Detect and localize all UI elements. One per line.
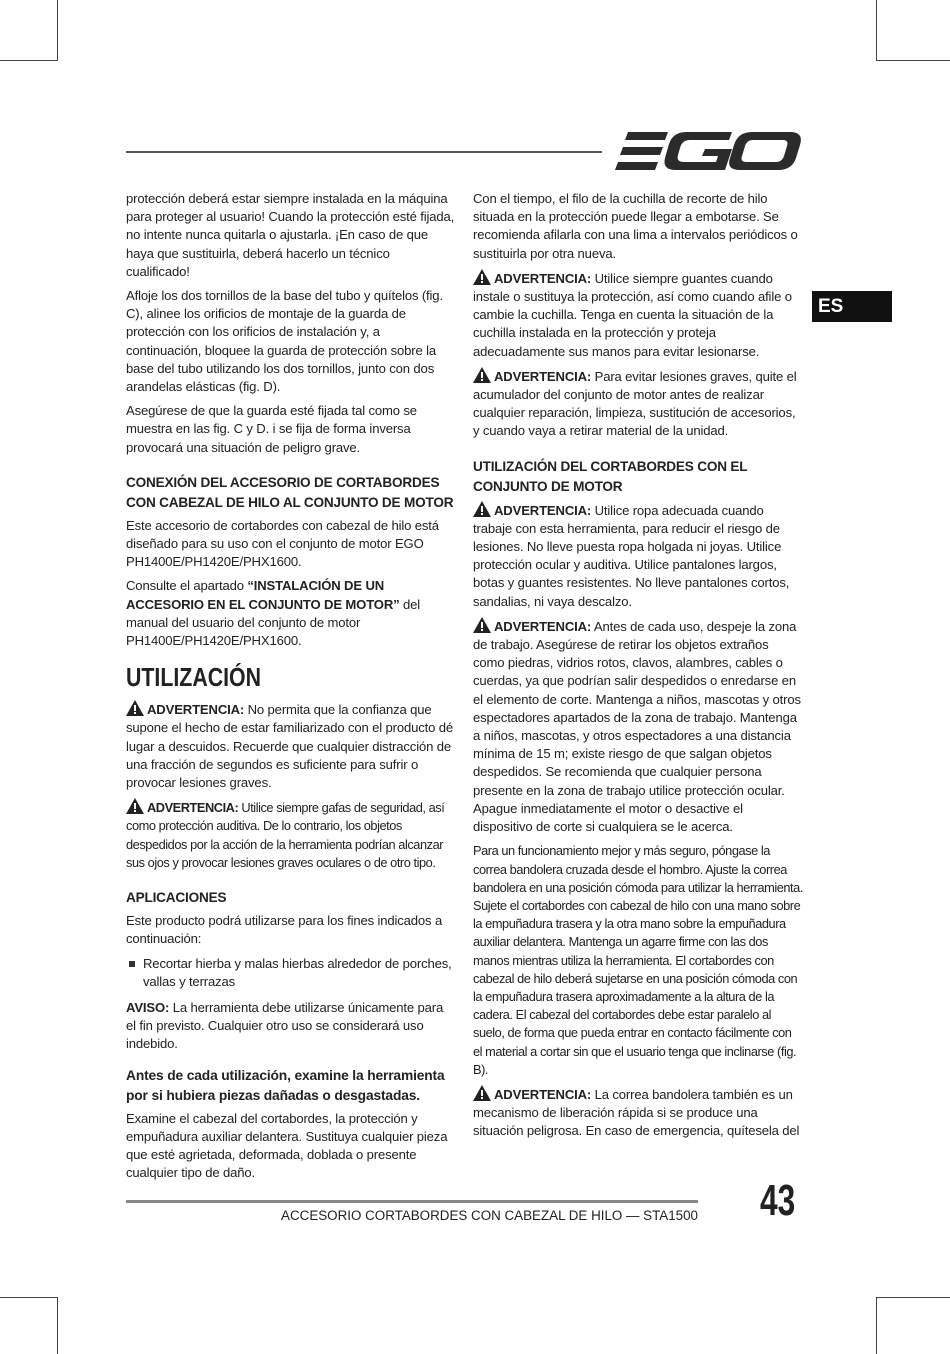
warning-triangle-icon	[126, 798, 144, 814]
notice-block: AVISO: La herramienta debe utilizarse únicamente para el fin previsto. Cualquier otro uso se considerará uso indebido.	[126, 999, 444, 1052]
warning-triangle-icon	[473, 501, 491, 517]
subheading: Antes de cada utilización, examine la herramienta por si hubiera piezas dañadas o desgastadas.	[126, 1067, 445, 1103]
warning-triangle-icon	[473, 1085, 491, 1101]
header-rule	[126, 151, 602, 153]
paragraph: Este accesorio de cortabordes con cabezal de hilo está diseñado para su uso con el conjunto de motor EGO PH1400E/PH1420E/PHX1600.	[126, 517, 439, 570]
warning-block: ADVERTENCIA: La correa bandolera también es un mecanismo de liberación rápida si se produce una situación peligrosa. En caso de emergencia, quítesela del	[473, 1086, 800, 1139]
page-number: 43	[760, 1176, 796, 1225]
paragraph: protección deberá estar siempre instalada en la máquina para proteger al usuario! Cuando la protección esté fijada, no intente nunca quitarla o ajustarla. ¡En caso de que haya que sustituirla, deberá hacerlo un técnico cualificado!	[126, 191, 455, 279]
paragraph: Examine el cabezal del cortabordes, la protección y empuñadura auxiliar delantera. Sustituya cualquier pieza que esté agrietada, deformada, doblada o presente cualquier tipo de daño.	[126, 1110, 448, 1181]
paragraph: Consulte el apartado “INSTALACIÓN DE UN ACCESORIO EN EL CONJUNTO DE MOTOR” del manual del usuario del conjunto de motor PH1400E/PH1420E/PHX1600.	[126, 578, 421, 649]
warning-block: ADVERTENCIA: Utilice siempre gafas de seguridad, así como protección auditiva. De lo contrario, los objetos despedidos por la acción de la herramienta podrían alcanzar sus ojos y provocar lesiones graves oculares o de otro tipo.	[126, 800, 445, 870]
warning-block: ADVERTENCIA: Utilice ropa adecuada cuando trabaje con esta herramienta, para reducir el riesgo de lesiones. No lleve puesta ropa holgada ni joyas. Utilice protección ocular y auditiva. Utilice pantalones largos, botas y guantes resistentes. No lleve pantalones cortos, sandalias, ni vaya descalzo.	[473, 502, 790, 609]
warning-block: ADVERTENCIA: Para evitar lesiones graves, quite el acumulador del conjunto de motor antes de realizar cualquier reparación, limpieza, sustitución de accesorios, y cuando vaya a retirar material de la unidad.	[473, 368, 797, 439]
warning-block: ADVERTENCIA: No permita que la confianza que supone el hecho de estar familiarizado con el producto dé lugar a descuidos. Recuerde que cualquier distracción de una fracción de segundos es suficiente para sufrir o provocar lesiones graves.	[126, 702, 454, 791]
left-column	[126, 190, 456, 1188]
ego-logo-icon	[614, 128, 802, 174]
warning-block: ADVERTENCIA: Antes de cada uso, despeje la zona de trabajo. Asegúrese de retirar los objetos extraños como piedras, vidrios rotos, clavos, alambres, cables o cuerdas, ya que podrían salir despedidos o enredarse en el elemento de corte. Mantenga a niños, mascotas y otros espectadores apartados de la zona de trabajo. Mantenga a niños, mascotas, y otros espectadores a una distancia mínima de 15 m; existe riesgo de que salgan objetos despedidos. Se recomienda que cualquier persona presente en la zona de trabajo utilice protección ocular. Apague inmediatamente el motor o desactive el dispositivo de corte si cualquiera se le acerca.	[473, 618, 801, 835]
warning-triangle-icon	[473, 617, 491, 633]
crop-mark	[876, 0, 877, 60]
list-item: Recortar hierba y malas hierbas alrededor de porches, vallas y terrazas	[126, 955, 456, 991]
crop-mark	[0, 1297, 58, 1298]
crop-mark	[57, 1297, 58, 1354]
crop-mark	[876, 1297, 950, 1298]
section-heading: CONEXIÓN DEL ACCESORIO DE CORTABORDES CON CABEZAL DE HILO AL CONJUNTO DE MOTOR	[126, 474, 454, 510]
section-heading: APLICACIONES	[126, 890, 227, 906]
paragraph: Para un funcionamiento mejor y más seguro, póngase la correa bandolera cruzada desde el hombro. Ajuste la correa bandolera en una posición cómoda para utilizar la herramienta. Sujete el cortabordes con cabezal de hilo con una mano sobre la empuñadura trasera y la otra mano sobre la empuñadura auxiliar delantera. Mantenga un agarre firme con las dos manos mientras utiliza la herramienta. El cortabordes con cabezal de hilo deberá sujetarse en una posición cómoda con la empuñadura trasera aproximadamente a la altura de la cadera. El cabezal del cortabordes debe estar paralelo al suelo, de forma que pueda entrar en contacto fácilmente con el material a cortar sin que el usuario tenga que inclinarse (fig. B).	[473, 843, 803, 1077]
language-tab: ES	[812, 291, 892, 322]
warning-triangle-icon	[473, 367, 491, 383]
crop-mark	[57, 0, 58, 60]
footer-title: ACCESORIO CORTABORDES CON CABEZAL DE HILO — STA1500	[281, 1208, 698, 1223]
section-heading: UTILIZACIÓN DEL CORTABORDES CON EL CONJUNTO DE MOTOR	[473, 458, 748, 494]
paragraph: Asegúrese de que la guarda esté fijada tal como se muestra en las fig. C y D. i se fija de forma inversa provocará una situación de peligro grave.	[126, 403, 417, 455]
paragraph: Con el tiempo, el filo de la cuchilla de recorte de hilo situada en la protección puede llegar a embotarse. Se recomienda afilarla con una lima a intervalos periódicos o sustituirla por otra nueva.	[473, 191, 798, 261]
footer-rule	[126, 1200, 698, 1203]
crop-mark	[876, 60, 950, 61]
crop-mark	[876, 1297, 877, 1354]
page-title: UTILIZACIÓN	[126, 662, 262, 693]
warning-triangle-icon	[126, 700, 144, 716]
right-column	[473, 190, 803, 1147]
warning-block: ADVERTENCIA: Utilice siempre guantes cuando instale o sustituya la protección, así como cuando afile o cambie la cuchilla. Tenga en cuenta la situación de la cuchilla instalada en la protección y proteja adecuadamente sus manos para evitar lesionarse.	[473, 270, 792, 359]
paragraph: Afloje los dos tornillos de la base del tubo y quítelos (fig. C), alinee los orificios de montaje de la guarda de protección con los orificios de instalación y, a continuación, bloquee la guarda de protección sobre la base del tubo utilizando los dos tornillos, junto con dos arandelas elásticas (fig. D).	[126, 288, 443, 395]
bullet-list	[126, 955, 456, 991]
warning-triangle-icon	[473, 269, 491, 285]
paragraph: Este producto podrá utilizarse para los fines indicados a continuación:	[126, 913, 443, 947]
crop-mark	[0, 60, 58, 61]
